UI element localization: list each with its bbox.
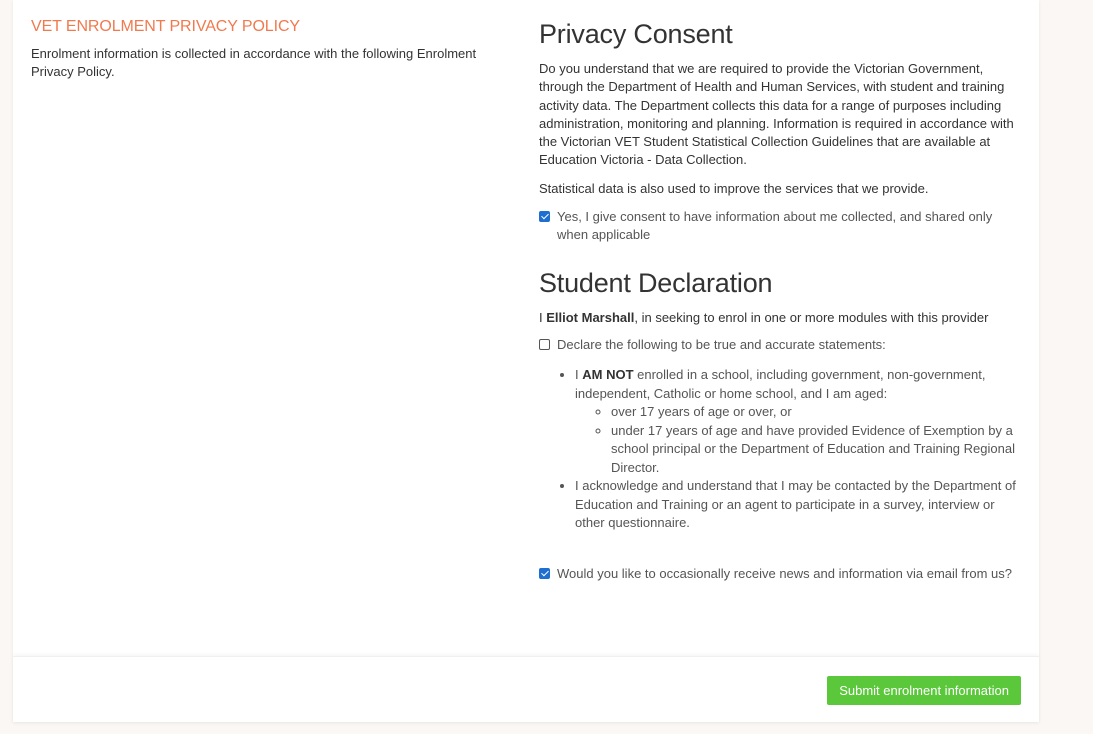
declaration-item-school-prefix: I [575,367,583,383]
age-sublist [575,403,1021,477]
news-checkbox-row[interactable] [539,565,1021,583]
declaration-item-school [575,366,1021,477]
declaration-item-school-bold: AM NOT [582,367,634,383]
declare-checkbox-row[interactable] [539,336,1021,354]
privacy-policy-heading: VET ENROLMENT PRIVACY POLICY [31,18,300,35]
declaration-list [539,366,1021,533]
declare-checkbox-label[interactable]: Declare the following to be true and accurate statements: [557,336,886,352]
card-footer [13,656,1039,723]
submit-enrolment-button[interactable]: Submit enrolment information [827,676,1021,705]
consent-checkbox-row[interactable] [539,208,1021,245]
privacy-policy-text: Enrolment information is collected in accordance with the following Enrolment Privacy Policy. [31,46,477,79]
consent-checkbox-label[interactable]: Yes, I give consent to have information about me collected, and shared only when applicable [557,209,993,243]
student-declaration-section [539,263,1021,533]
age-over-17-item: ◦ over 17 years of age or over, or [611,403,1021,422]
declaration-item-contact: • I acknowledge and understand that I may be contacted by the Department of Education and Training or an agent to participate in a survey, interview or other questionnaire. [575,477,1021,533]
declaration-item-school-suffix: enrolled in a school, including government, non-government, independent, Catholic or home school, and I am aged: [575,367,986,401]
declaration-intro-prefix: I [539,309,547,325]
consent-checkbox[interactable] [539,211,550,222]
declare-checkbox[interactable] [539,339,550,350]
statistical-data-paragraph: Statistical data is also used to improve the services that we provide. [539,180,929,196]
privacy-policy-section [31,18,509,81]
declaration-intro [539,309,1021,327]
privacy-consent-paragraph: Do you understand that we are required to provide the Victorian Government, through the Department of Health and Human Services, with student and training activity data. The Department collects this data for a range of purposes including administration, monitoring and planning. Information is required in accordance with the Victorian VET Student Statistical Collection Guidelines that are available at Education Victoria - Data Collection. [539,61,1014,168]
declaration-intro-suffix: , in seeking to enrol in one or more modules with this provider [634,309,989,325]
student-name: Elliot Marshall [546,309,635,325]
enrolment-card [13,0,1039,722]
student-declaration-title: Student Declaration [539,267,773,298]
news-checkbox-label[interactable]: Would you like to occasionally receive news and information via email from us? [557,565,1012,581]
privacy-consent-title: Privacy Consent [539,19,733,49]
consent-column [539,14,1021,583]
news-checkbox[interactable] [539,568,550,579]
age-under-17-item: ◦ under 17 years of age and have provided Evidence of Exemption by a school principal or the Department of Education and Training Regional Director. [611,422,1021,478]
